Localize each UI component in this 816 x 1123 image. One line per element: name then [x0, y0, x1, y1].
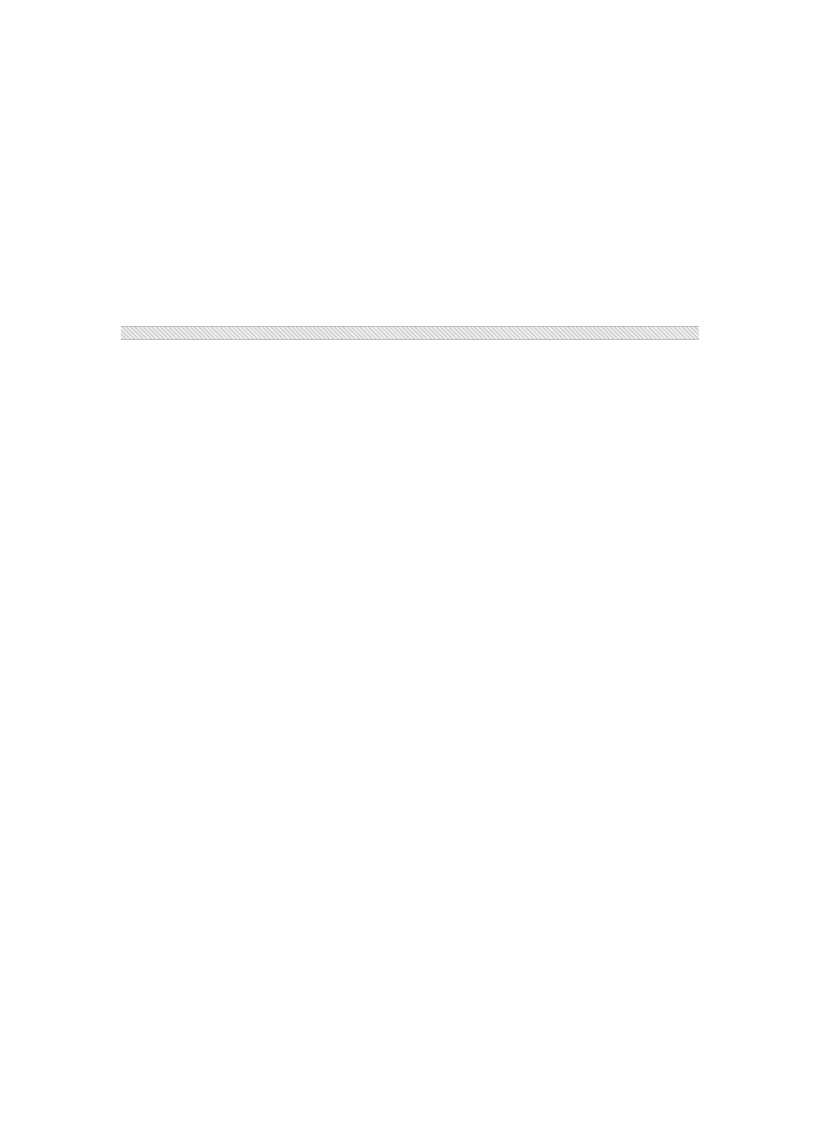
page-separator — [121, 326, 699, 340]
